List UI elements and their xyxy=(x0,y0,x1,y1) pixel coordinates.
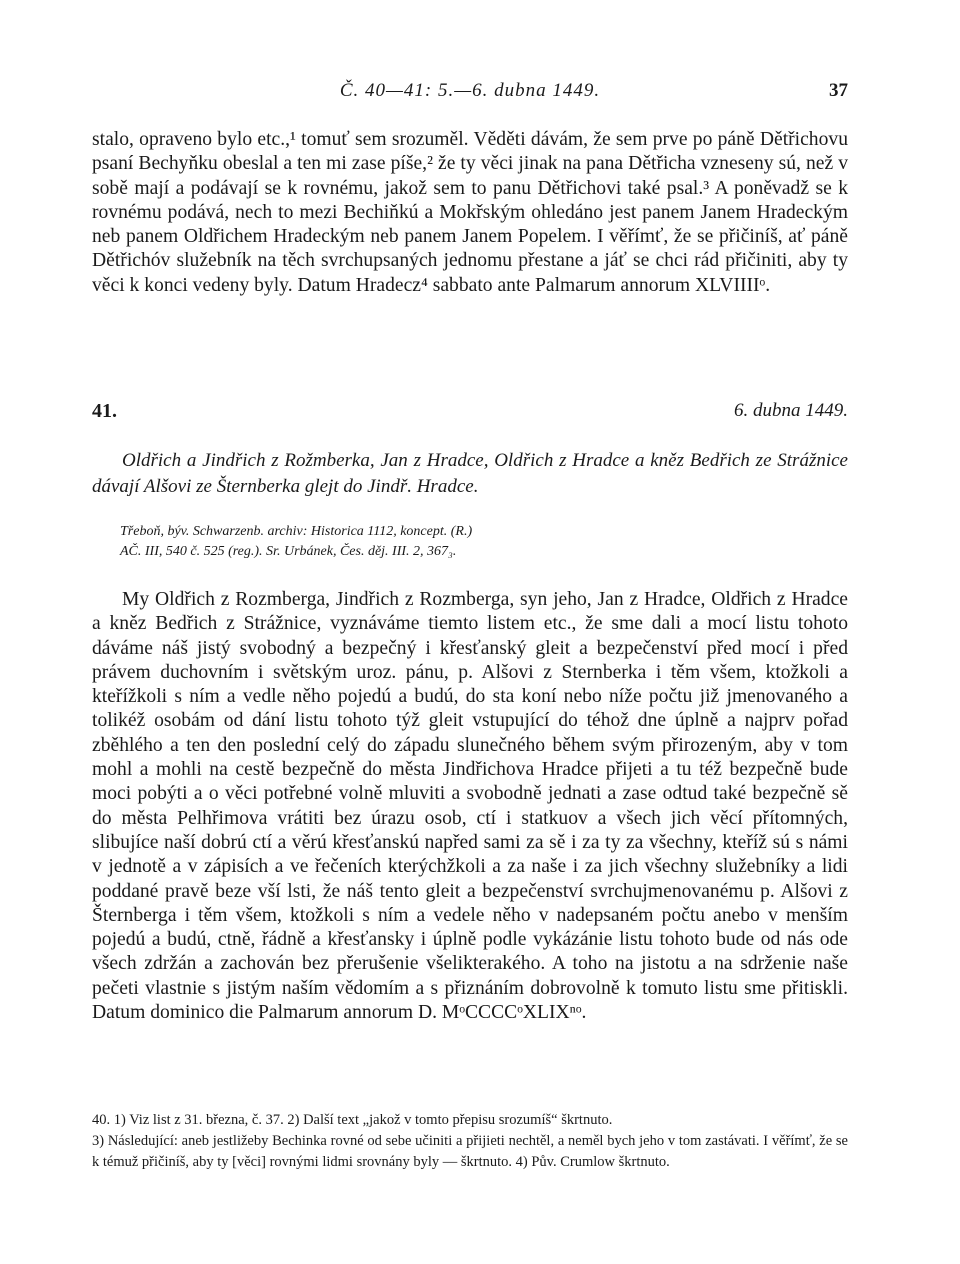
running-head xyxy=(92,80,848,104)
source-line-1: Třeboň, býv. Schwarzenb. archiv: Historica 1112, koncept. (R.) xyxy=(120,524,473,539)
running-head-title: Č. 40—41: 5.—6. dubna 1449. xyxy=(339,80,601,101)
footnotes xyxy=(92,1110,848,1173)
regest-text: Oldřich a Jindřich z Rožmberka, Jan z Hradce, Oldřich z Hradce a kněz Bedřich ze Strážnice dávají Alšovi ze Šternberka glejt do Jindř. Hradce. xyxy=(92,450,848,497)
document-date: 6. dubna 1449. xyxy=(734,400,848,421)
footnote-line-2: 3) Následující: aneb jestližeby Bechinka rovné od sebe učiniti a přijieti nechtěl, a neměl bych jeho v tom zastávati. I věřímť, že se k témuž přičiníš, aby ty [věci] rovnými lidmi srovnány byly — škrtnuto. 4) Pův. Crumlow škrtnuto. xyxy=(92,1133,848,1170)
document-number: 41. xyxy=(92,400,117,422)
document-body-block xyxy=(92,588,848,1025)
footnote-line-1: 40. 1) Viz list z 31. března, č. 37. 2) Další text „jakož v tomto přepisu srozumíš“ škrtnuto. xyxy=(92,1112,613,1128)
source-block xyxy=(92,522,848,562)
page xyxy=(92,0,848,1264)
page-number: 37 xyxy=(829,80,848,101)
continuation-text: stalo, opraveno bylo etc.,¹ tomuť sem srozuměl. Věděti dávám, že sem prve po páně Dětřichovu psaní Bechyňku obeslal a ten mi zase píše,² že ty věci jinak na pana Dětřicha vzneseny sú, než v sobě mají a podávají se k rovnému, jakož sem to panu Dětřichovi také psal.³ A poněvadž se k rovnému podává, nech to mezi Bechiňkú a Mokřským ohledáno jest panem Janem Hradeckým neb panem Oldřichem Hradeckým neb panem Janem Popelem. I věřímť, že se přičiníš, ať páně Dětřichóv služebník na těch svrchupsaných jednomu přestane a jáť se chci rád přičiniti, aby ty věci k konci vedeny byly. Datum Hradecz⁴ sabbato ante Palmarum annorum XLVIIIIᵒ. xyxy=(92,129,848,296)
continuation-block xyxy=(92,128,848,298)
regest-block xyxy=(92,448,848,500)
document-body: My Oldřich z Rozmberga, Jindřich z Rozmberga, syn jeho, Jan z Hradce, Oldřich z Hradce a kněz Bedřich z Strážnice, vyznáváme tiemto listem etc., že sme dali a mocí listu tohoto dáváme náš jistý svobodný a bezpečný i křesťanský gleit a bezpečenství před mocí i před právem duchovním i světským uroz. pánu, p. Alšovi z Sternberka i těm všem, ktožkoli a kteřížkoli s ním a vedle něho pojedú a budú, do sta koní nebo níže počtu již jmenovaného a tolikéž osobám od dání listu tohoto týž gleit vstupující do téhož dne úplně a najprv pořad zběhlého a ten den poslední celý do západu slunečného během svým přirozeným, aby v tom mohl a mohli na cestě bezpečně do města Jindřichova Hradce přijeti a tu též bezpečně bude moci pobýti a o věci potřebné volně mluviti a svobodně jednati a zase odtud také bezpečně sě do města Pelhřimova vrátiti bez úrazu osob, ctí i statkuov a všech jich věcí přítomných, slibujíce naší dobrú ctí a věrú křesťanskú napřed sami za sě i za ty za všechny, kteříž sú s námi v jednotě a v zápisích a ve řečeních kterýchžkoli a za naše i za jich všechny služebníky a lidi poddané pravě beze vší lsti, že náš tento gleit a bezpečenství svrchujmenovanému p. Alšovi z Šternberga i těm všem, ktožkoli s ním a vedele něho v nadepsaném počtu anebo v menším pojedú a budú, ctně, řádně a křesťansky i úplně podle vykázánie listu tohoto bude od nás ode všech zdržán a zachován bez přerušenie všelikterakého. A toho na jistotu a na sdrženie naše pečeti vlastnie s jistým naším vědomím a s přiznáním dobrovolně k tomuto listu sme přitiskli. Datum dominico die Palmarum annorum D. MᵒCCCCᵒXLIXⁿᵒ. xyxy=(92,589,848,1024)
source-line-2: AČ. III, 540 č. 525 (reg.). Sr. Urbánek, Čes. děj. III. 2, 367₃. xyxy=(120,544,457,559)
